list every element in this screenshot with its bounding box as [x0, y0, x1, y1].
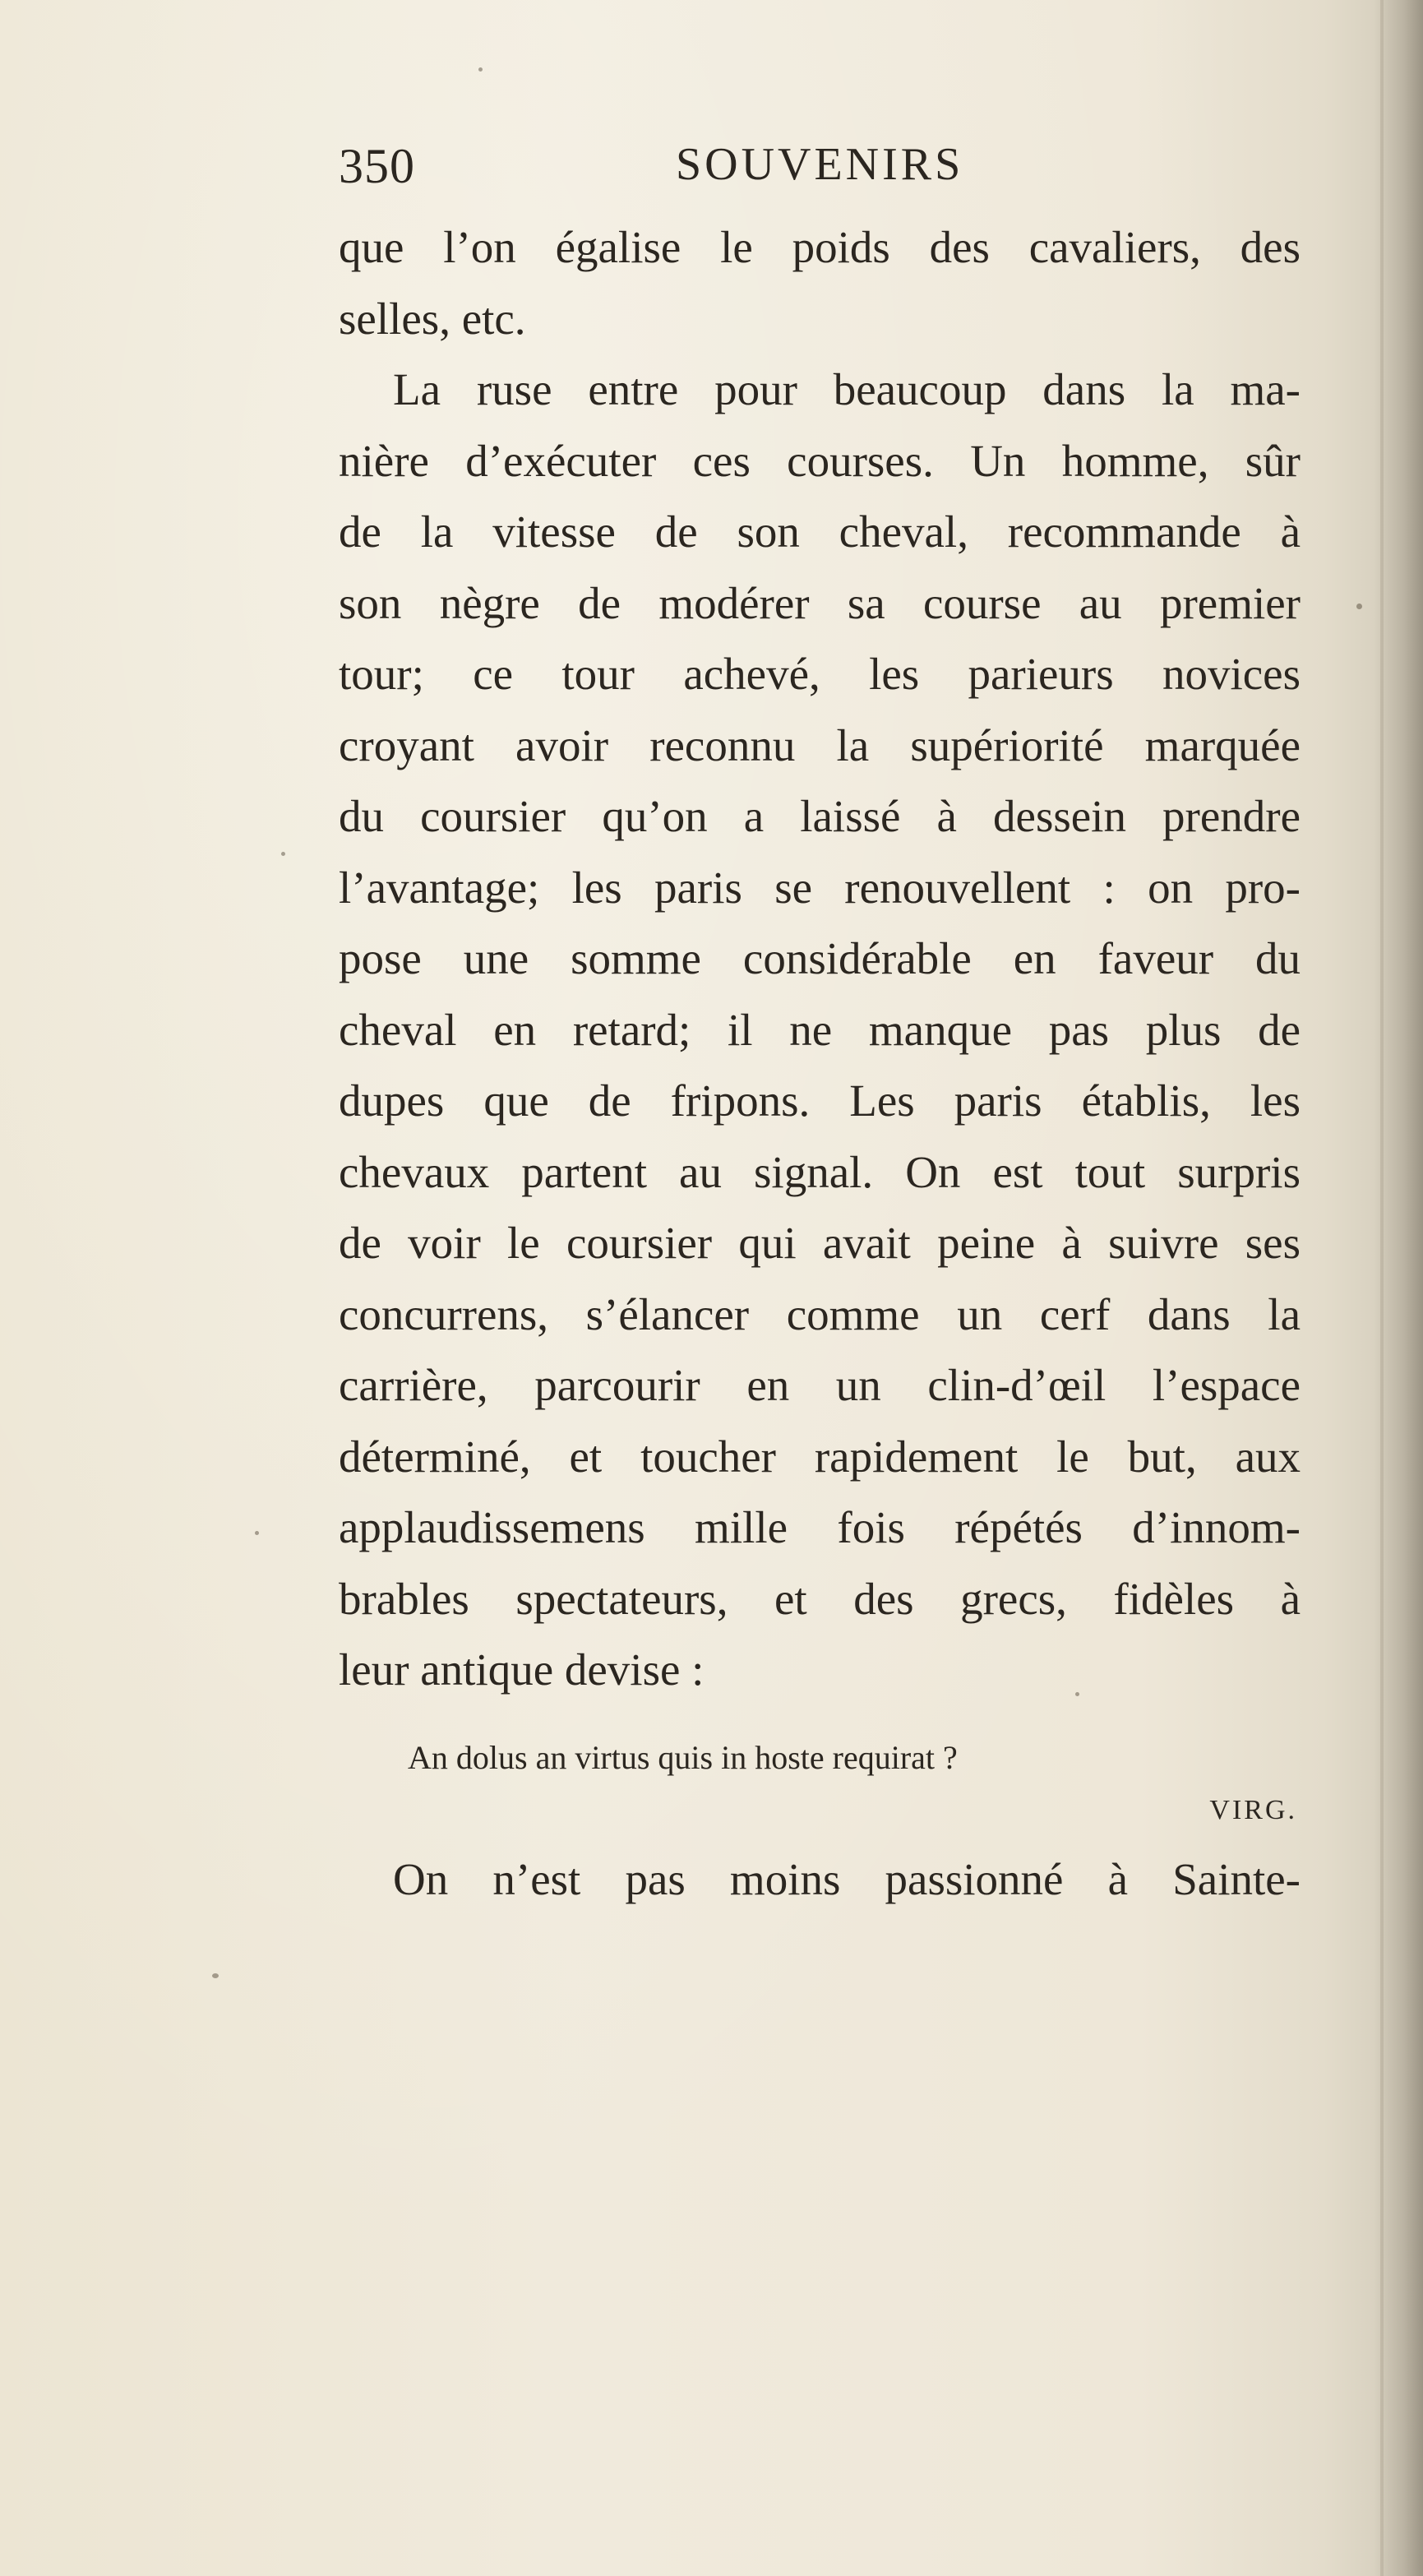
text-line: nière d’exécuter ces courses. Un homme, sûr [339, 435, 1301, 486]
text-line: déterminé, et toucher rapidement le but, aux [339, 1431, 1301, 1482]
text-line: La ruse entre pour beaucoup dans la ma- [393, 364, 1301, 414]
paper-speck [1075, 1692, 1079, 1696]
running-head: SOUVENIRS [676, 139, 964, 190]
text-line: leur antique devise : [339, 1644, 705, 1695]
text-line: carrière, parcourir en un clin-d’œil l’espace [339, 1360, 1301, 1410]
continuation-line: On n’est pas moins passionné à Sainte- [393, 1854, 1301, 1904]
page-edge-shadow [1374, 0, 1423, 2576]
text-line: croyant avoir reconnu la supériorité marquée [339, 719, 1301, 770]
page-number: 350 [339, 139, 415, 193]
paper-speck [255, 1531, 259, 1535]
quote-attribution: VIRG. [1209, 1795, 1297, 1825]
text-line: du coursier qu’on a laissé à dessein prendre [339, 791, 1301, 841]
paper-speck [281, 852, 285, 856]
text-line: applaudissemens mille fois répétés d’innom- [339, 1502, 1301, 1552]
paper-speck [478, 67, 483, 72]
text-line: dupes que de fripons. Les paris établis, les [339, 1075, 1301, 1126]
text-line: chevaux partent au signal. On est tout surpris [339, 1146, 1301, 1197]
text-line: selles, etc. [339, 293, 526, 344]
paper-speck [1356, 604, 1362, 609]
body-text [339, 212, 1301, 1706]
paper-speck [212, 1973, 219, 1978]
quote-text: An dolus an virtus quis in hoste requirat ? [408, 1739, 958, 1776]
latin-quotation [408, 1733, 1297, 1835]
text-line: tour; ce tour achevé, les parieurs novices [339, 649, 1301, 699]
text-line: que l’on égalise le poids des cavaliers, des [339, 222, 1301, 272]
page-header [339, 138, 1301, 204]
text-line: pose une somme considérable en faveur du [339, 933, 1301, 983]
text-line: son nègre de modérer sa course au premier [339, 577, 1301, 628]
text-line: l’avantage; les paris se renouvellent : on pro- [339, 862, 1301, 913]
text-line: de voir le coursier qui avait peine à suivre ses [339, 1218, 1301, 1268]
text-line: concurrens, s’élancer comme un cerf dans la [339, 1288, 1301, 1339]
text-line: brables spectateurs, et des grecs, fidèles à [339, 1573, 1301, 1624]
text-line: de la vitesse de son cheval, recommande à [339, 506, 1301, 557]
text-line: cheval en retard; il ne manque pas plus de [339, 1004, 1301, 1055]
